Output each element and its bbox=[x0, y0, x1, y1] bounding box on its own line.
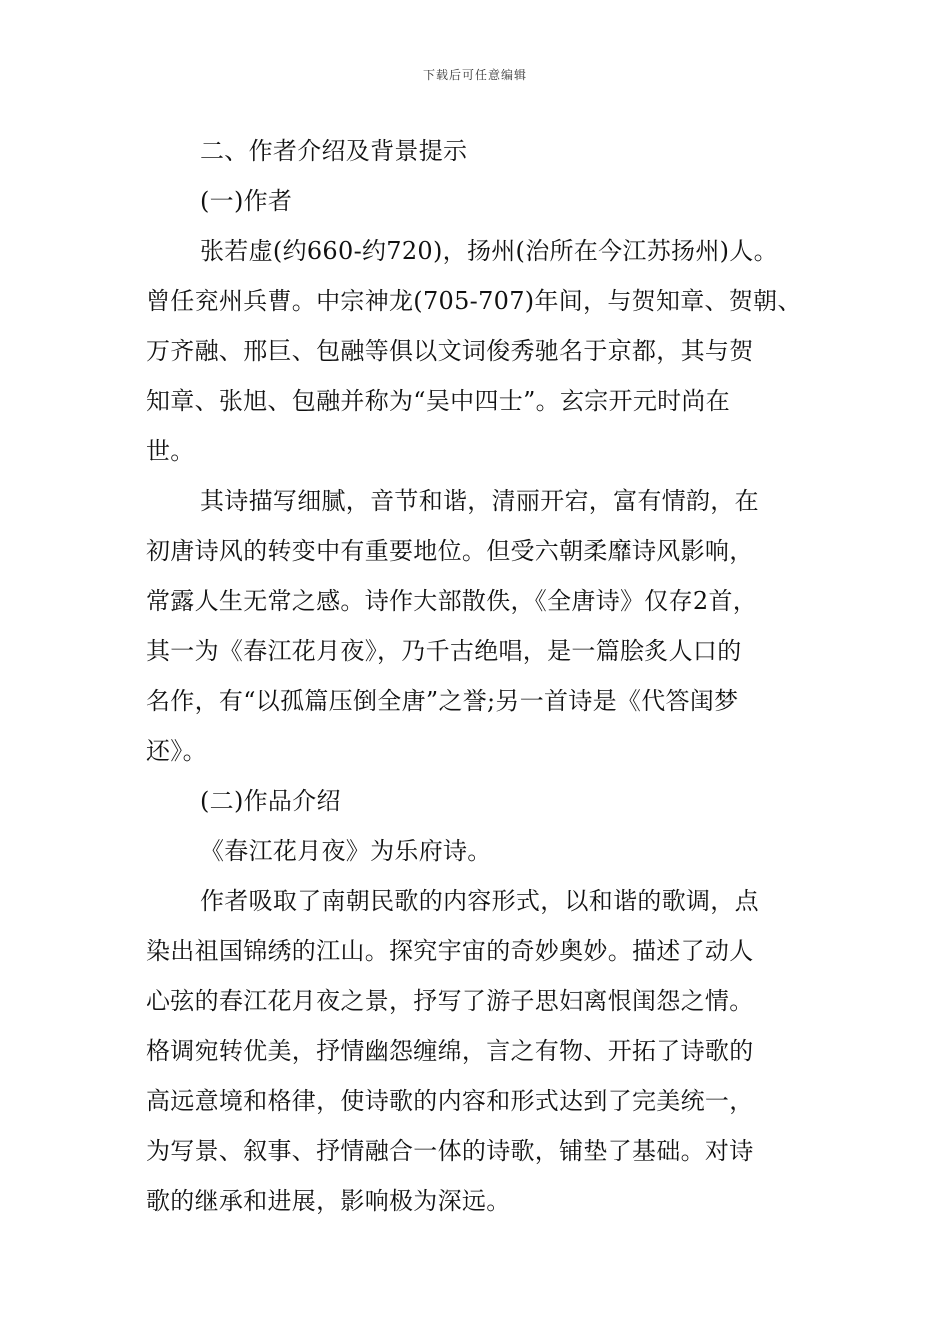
paragraph-line: 染出祖国锦绣的江山。探究宇宙的奇妙奥妙。描述了动人 bbox=[146, 937, 754, 965]
section-heading: 二、作者介绍及背景提示 bbox=[200, 137, 468, 165]
paragraph-line: 《春江花月夜》为乐府诗。 bbox=[200, 837, 492, 865]
subsection-heading-author: (一)作者 bbox=[200, 187, 293, 215]
document-body bbox=[146, 126, 810, 1226]
paragraph-line: 世。 bbox=[146, 437, 195, 465]
paragraph-line: 初唐诗风的转变中有重要地位。但受六朝柔靡诗风影响， bbox=[146, 537, 754, 565]
subsection-heading-work: (二)作品介绍 bbox=[200, 787, 341, 815]
paragraph-line: 曾任兖州兵曹。中宗神龙(705-707)年间，与贺知章、贺朝、 bbox=[146, 287, 802, 315]
paragraph-line: 其诗描写细腻，音节和谐，清丽开宕，富有情韵，在 bbox=[200, 487, 759, 515]
paragraph-line: 格调宛转优美，抒情幽怨缠绵，言之有物、开拓了诗歌的 bbox=[146, 1037, 754, 1065]
paragraph-line: 张若虚(约660-约720)，扬州(治所在今江苏扬州)人。 bbox=[200, 237, 778, 265]
paragraph-line: 作者吸取了南朝民歌的内容形式，以和谐的歌调，点 bbox=[200, 887, 759, 915]
paragraph-line: 常露人生无常之感。诗作大部散佚，《全唐诗》仅存2首， bbox=[146, 587, 758, 615]
paragraph-line: 心弦的春江花月夜之景，抒写了游子思妇离恨闺怨之情。 bbox=[146, 987, 754, 1015]
paragraph-line: 名作，有“以孤篇压倒全唐”之誉;另一首诗是《代答闺梦 bbox=[146, 687, 739, 715]
paragraph-line: 其一为《春江花月夜》，乃千古绝唱，是一篇脍炙人口的 bbox=[146, 637, 742, 665]
paragraph-line: 万齐融、邢巨、包融等俱以文词俊秀驰名于京都，其与贺 bbox=[146, 337, 754, 365]
paragraph-line: 高远意境和格律，使诗歌的内容和形式达到了完美统一， bbox=[146, 1087, 754, 1115]
paragraph-line: 歌的继承和进展，影响极为深远。 bbox=[146, 1187, 511, 1215]
paragraph-line: 知章、张旭、包融并称为“吴中四士”。玄宗开元时尚在 bbox=[146, 387, 731, 415]
page-header: 下载后可任意编辑 bbox=[422, 68, 527, 82]
paragraph-line: 还》。 bbox=[146, 737, 207, 765]
paragraph-line: 为写景、叙事、抒情融合一体的诗歌，铺垫了基础。对诗 bbox=[146, 1137, 754, 1165]
